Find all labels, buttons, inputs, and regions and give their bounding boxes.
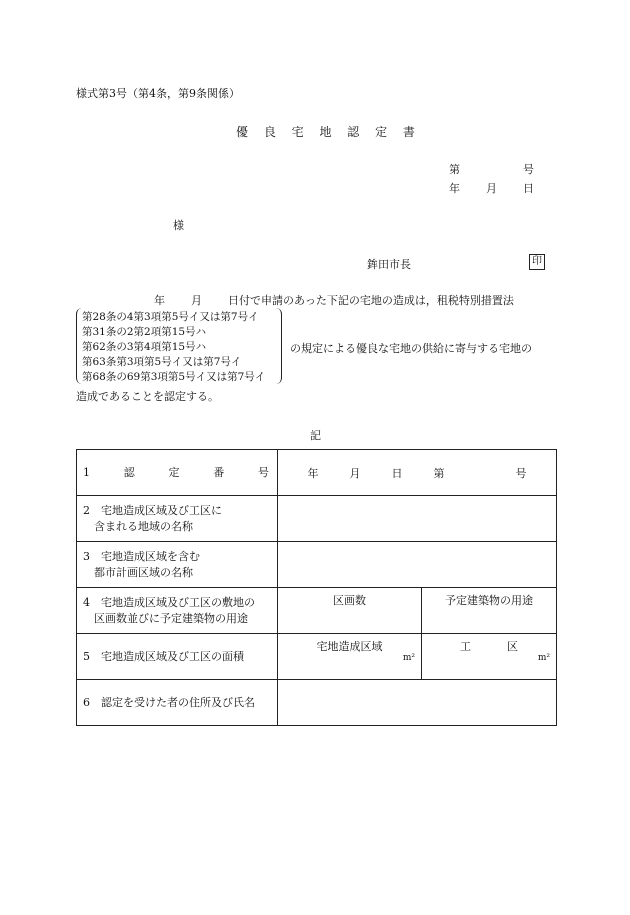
form-reference: 様式第3号（第4条，第9条関係） xyxy=(76,87,240,100)
row4-label: 4 宅地造成区域及び工区の敷地の 区画数並びに予定建築物の用途 xyxy=(77,588,278,634)
ki-heading: 記 xyxy=(310,429,321,442)
table-row xyxy=(77,634,557,680)
law-item: 第62条の3第4項第15号ハ xyxy=(82,341,207,353)
unit-m2: m² xyxy=(537,653,550,663)
row4-value xyxy=(278,588,557,634)
date-tsuki: 月 xyxy=(486,182,497,195)
date-nen: 年 xyxy=(449,182,460,195)
unit-m2: m² xyxy=(402,653,415,663)
row3-label: 3 宅地造成区域を含む 都市計画区域の名称 xyxy=(77,542,278,588)
row3-value[interactable] xyxy=(278,542,557,588)
table-row xyxy=(77,542,557,588)
body-line1: 日付で申請のあった下記の宅地の造成は，租税特別措置法 xyxy=(228,294,514,307)
body-middle-text: の規定による優良な宅地の供給に寄与する宅地の xyxy=(290,342,532,355)
body-date-tsuki: 月 xyxy=(191,294,202,307)
seal-mark: 印 xyxy=(529,254,545,270)
row4-lot-count-cell[interactable]: 区画数 xyxy=(278,588,422,633)
row2-label: 2 宅地造成区域及び工区に 含まれる地域の名称 xyxy=(77,496,278,542)
record-table xyxy=(76,449,557,726)
row1-value[interactable]: 年 月 日 第 号 xyxy=(278,450,557,496)
table-row xyxy=(77,450,557,496)
date-hi: 日 xyxy=(523,182,534,195)
row5-label: 5 宅地造成区域及び工区の面積 xyxy=(77,634,278,680)
law-item: 第63条第3項第5号イ又は第7号イ xyxy=(82,356,242,368)
addressee-suffix: 様 xyxy=(173,219,184,232)
body-last-line: 造成であることを認定する。 xyxy=(76,390,219,403)
number-dai: 第 xyxy=(449,163,460,176)
table-row xyxy=(77,496,557,542)
law-item: 第31条の2第2項第15号ハ xyxy=(82,326,207,338)
row1-label: 1 認 定 番 号 xyxy=(77,450,278,496)
table-row xyxy=(77,588,557,634)
row5-value xyxy=(278,634,557,680)
row4-building-use-cell[interactable]: 予定建築物の用途 xyxy=(445,594,533,607)
law-item: 第28条の4第3項第5号イ又は第7号イ xyxy=(82,311,259,323)
row5-section-cell[interactable]: 工 区 m² xyxy=(460,640,550,663)
law-item: 第68条の69第3項第5号イ又は第7号イ xyxy=(82,371,266,383)
row6-value[interactable] xyxy=(278,680,557,726)
row2-value[interactable] xyxy=(278,496,557,542)
table-row xyxy=(77,680,557,726)
document-title: 優 良 宅 地 認 定 書 xyxy=(236,125,421,139)
body-date-nen: 年 xyxy=(154,294,165,307)
row5-area-cell[interactable]: 宅地造成区域 m² xyxy=(278,634,422,679)
number-go: 号 xyxy=(523,163,534,176)
issuer: 鉾田市長 xyxy=(367,258,411,271)
row6-label: 6 認定を受けた者の住所及び氏名 xyxy=(77,680,278,726)
